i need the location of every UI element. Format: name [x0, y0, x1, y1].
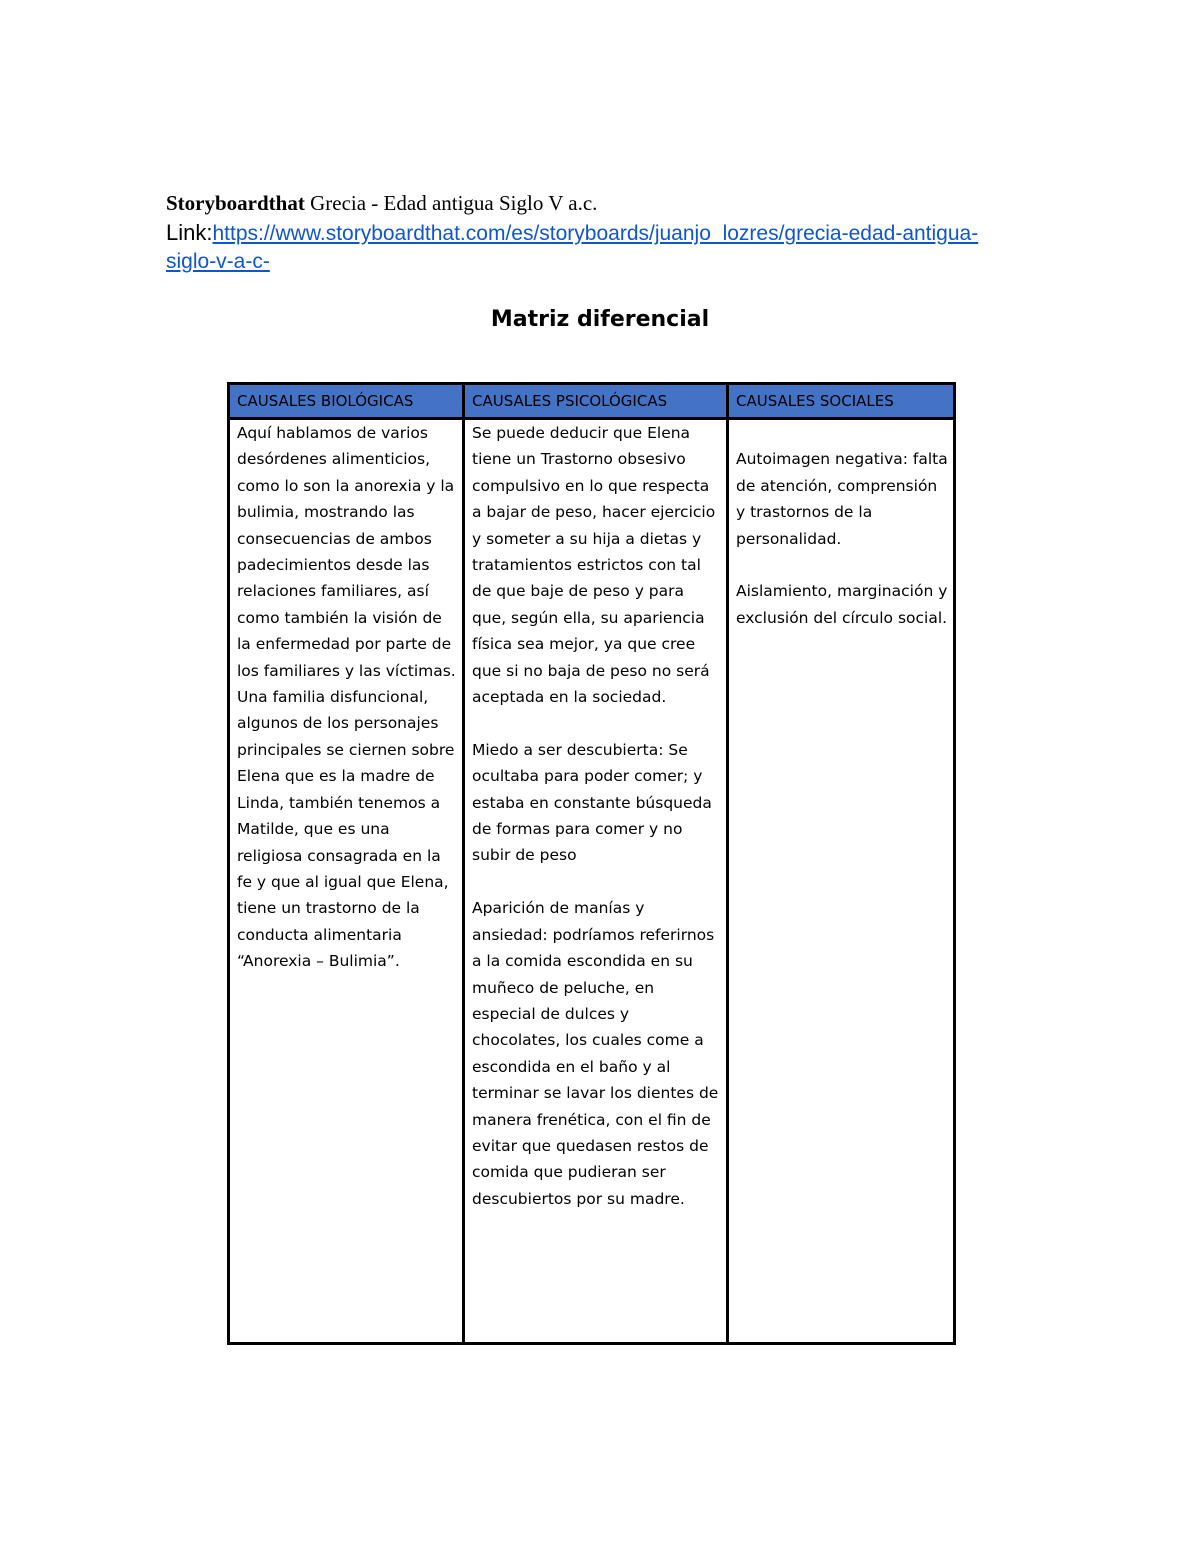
differential-matrix-table	[227, 382, 956, 1345]
table-header-row	[229, 384, 955, 419]
link-block	[166, 219, 986, 276]
header-biologicas: CAUSALES BIOLÓGICAS	[229, 384, 464, 419]
storyboard-link[interactable]: https://www.storyboardthat.com/es/storyboards/juanjo_lozres/grecia-edad-antigua-siglo-v-a-c-	[166, 222, 979, 273]
header-psicologicas: CAUSALES PSICOLÓGICAS	[464, 384, 728, 419]
header-line	[166, 190, 597, 216]
psicologicas-para-3: Aparición de manías y ansiedad: podríamos referirnos a la comida escondida en su muñeco de peluche, en especial de dulces y chocolates, los cuales come a escondida en el baño y al terminar se lavar los dientes de manera frenética, con el fin de evitar que quedasen restos de comida que pudieran ser descubiertos por su madre.	[472, 899, 719, 1208]
page-title: Matriz diferencial	[490, 307, 710, 332]
link-label: Link:	[166, 220, 213, 245]
psicologicas-para-1: Se puede deducir que Elena tiene un Trastorno obsesivo compulsivo en lo que respecta a bajar de peso, hacer ejercicio y someter a su hija a dietas y tratamientos estrictos con tal de que baje de peso y para que, según ella, su apariencia física sea mejor, ya que cree que si no baja de peso no será aceptada en la sociedad.	[472, 424, 716, 707]
sociales-para-2: Aislamiento, marginación y exclusión del círculo social.	[736, 582, 948, 627]
table-row	[229, 419, 955, 1344]
header-sociales: CAUSALES SOCIALES	[728, 384, 955, 419]
sociales-para-1: Autoimagen negativa: falta de atención, comprensión y trastornos de la personalidad.	[736, 450, 948, 548]
cell-sociales	[728, 419, 955, 1344]
brand-name: Storyboardthat	[166, 191, 305, 215]
psicologicas-para-2: Miedo a ser descubierta: Se ocultaba para poder comer; y estaba en constante búsqueda de formas para comer y no subir de peso	[472, 740, 712, 865]
header-subtitle: Grecia - Edad antigua Siglo V a.c.	[304, 191, 598, 215]
cell-biologicas	[229, 419, 464, 1344]
cell-psicologicas	[464, 419, 728, 1344]
biologicas-text: Aquí hablamos de varios desórdenes alimenticios, como lo son la anorexia y la bulimia, mostrando las consecuencias de ambos padecimientos desde las relaciones familiares, así como también la visión de la enfermedad por parte de los familiares y las víctimas. Una familia disfuncional, algunos de los personajes principales se ciernen sobre Elena que es la madre de Linda, también tenemos a Matilde, que es una religiosa consagrada en la fe y que al igual que Elena, tiene un trastorno de la conducta alimentaria “Anorexia – Bulimia”.	[237, 424, 456, 971]
